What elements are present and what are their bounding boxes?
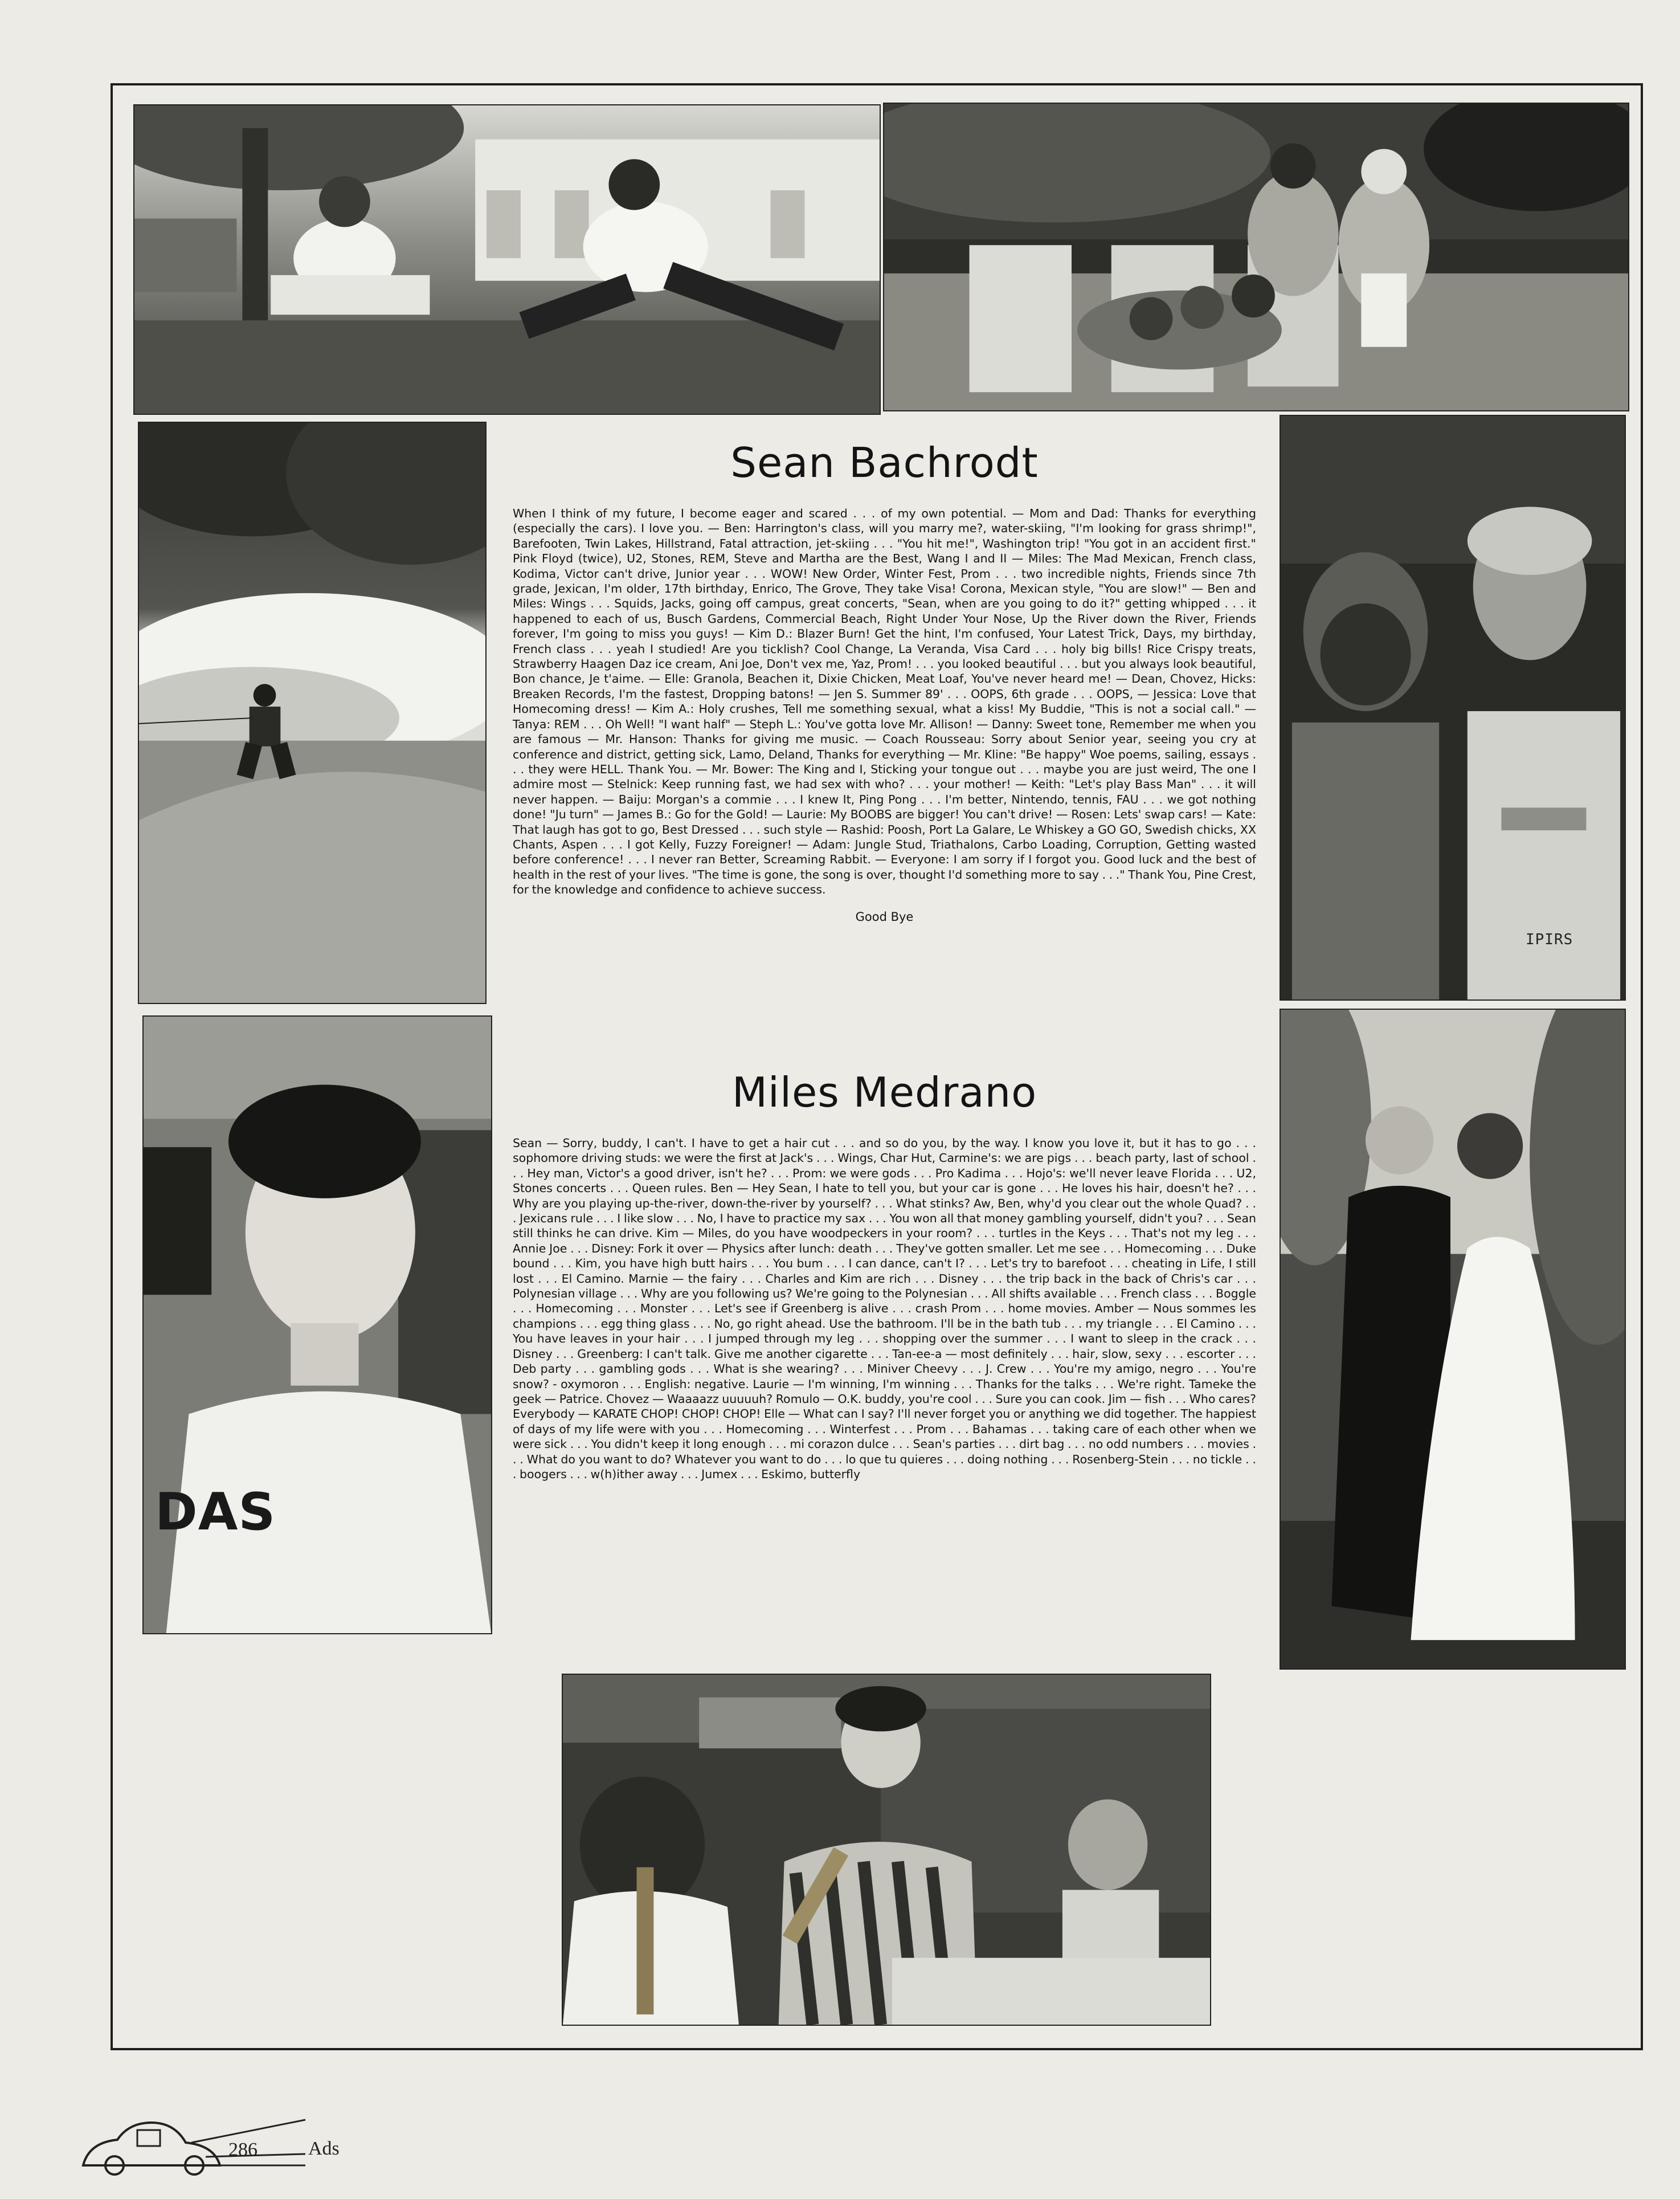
- miles-section: [513, 1068, 1256, 1638]
- car-icon: [77, 2108, 317, 2177]
- photo-prom-couple: [1280, 1009, 1626, 1670]
- sean-bio-text: When I think of my future, I become eager and scared . . . of my own potential. — Mom and Dad: Thanks for everything (especially the cars). I love you. — Ben: Harrington's class, will you marry me?, water-skiing, "I'm looking for grass shrimp!", Barefooten, Twin Lakes, Hillstrand, Fatal attraction, jet-skiing . . . "You hit me!", Washington trip! "You got in an accident first." Pink Floyd (twice), U2, Stones, REM, Steve and Martha are the Best, Wang I and II — Miles: The Mad Mexican, French class, Kodima, Victor can't drive, Junior year . . . WOW! New Order, Winter Fest, Prom . . . two incredible nights, Friends since 7th grade, Jexican, I'm older, 17th birthday, Enrico, The Grove, They take Visa! Corona, Mexican style, "You are slow!" — Ben and Miles: Wings . . . Squids, Jacks, going off campus, great concerts, "Sean, when are you going to do it?" getting whipped . . . it happened to each of us, Busch Gardens, Commercial Beach, Right Under Your Nose, Up the River down the River, Friends forever, I'm going to miss you guys! — Kim D.: Blazer Burn! Get the hint, I'm confused, Your Latest Trick, Days, my birthday, French class . . . yeah I studied! Are you ticklish? Cool Change, La Veranda, Visa Card . . . holy big bills! Rice Crispy treats, Strawberry Haagen Daz ice cream, Ani Joe, Don't vex me, Yaz, Prom! . . . you looked beautiful . . . but you always look beautiful, Bon chance, Je t'aime. — Elle: Granola, Beachen it, Dixie Chicken, Meat Loaf, You've never heard me! — Dean, Chovez, Hicks: Breaken Records, I'm the fastest, Dropping batons! — Jen S. Summer 89' . . . OOPS, 6th grade . . . OOPS, — Jessica: Love that Homecoming dress! — Kim A.: Holy crushes, Tell me something sexual, what a kiss! My Buddie, "This is not a social call." — Tanya: REM . . . Oh Well! "I want half" — Steph L.: You've gotta love Mr. Allison! — Danny: Sweet tone, Remember me when you are famous — Mr. Hanson: Thanks for giving me music. — Coach Rousseau: Sorry about Senior year, seeing you cry at conference and district, getting sick, Lamo, Deland, Thanks for everything — Mr. Kline: "Be happy" Woe poems, sailing, essays . . . they were HELL. Thank You. — Mr. Bower: The King and I, Sticking your tongue out . . . maybe you are just weird, The one I admire most — Stelnick: Keep running fast, we had sex with who? . . . your mother! — Keith: "Let's play Bass Man" . . . it will never happen. — Baiju: Morgan's a commie . . . I knew It, Ping Pong . . . I'm better, Nintendo, tennis, FAU . . . we got nothing done! "Ju turn" — James B.: Go for the Gold! — Laurie: My BOOBS are bigger! You can't drive! — Rosen: Lets' swap cars! — Kate: That laugh has got to go, Best Dressed . . . such style — Rashid: Poosh, Port La Galare, Le Whiskey a GO GO, Swedish chicks, XX Chants, Aspen . . . I got Kelly, Fuzzy Foreigner! — Adam: Jungle Stud, Triathalons, Carbo Loading, Corruption, Getting wasted before conference! . . . I never ran Better, Screaming Rabbit. — Everyone: I am sorry if I forgot you. Good luck and the best of health in the rest of your lives. "The time is gone, the song is over, thought I'd something more to say . . ." Thank You, Pine Crest, for the knowledge and confidence to achieve success.: [513, 507, 1256, 897]
- photo-jumping: [133, 104, 881, 415]
- photo-smiling-boy: [142, 1015, 492, 1634]
- photo-poolside: [883, 103, 1629, 411]
- sean-name-heading: Sean Bachrodt: [730, 439, 1039, 487]
- shirt-text: DAS: [155, 1482, 276, 1542]
- miles-name-heading: Miles Medrano: [731, 1068, 1037, 1116]
- section-label: Ads: [308, 2138, 340, 2159]
- sean-section: [513, 439, 1256, 1037]
- photo-two-men: [1280, 415, 1626, 1001]
- tank-top-text: IPIRS: [1526, 931, 1573, 948]
- photo-band: [562, 1674, 1211, 2026]
- page-number: 286: [228, 2139, 257, 2160]
- miles-bio-text: Sean — Sorry, buddy, I can't. I have to get a hair cut . . . and so do you, by the way. I know you love it, but it has to go . . . sophomore driving studs: we were the first at Jack's . . . Wings, Char Hut, Carmine's: we are pigs . . . beach party, last of school . . . Hey man, Victor's a good driver, isn't he? . . . Prom: we were gods . . . Pro Kadima . . . Hojo's: we'll never leave Florida . . . U2, Stones concerts . . . Queen rules. Ben — Hey Sean, I hate to tell you, but your car is gone . . . He loves his hair, doesn't he? . . . Why are you playing up-the-river, down-the-river by yourself? . . . What stinks? Aw, Ben, why'd you clear out the whole Quad? . . . Jexicans rule . . . I like slow . . . No, I have to practice my sax . . . You won all that money gambling yourself, didn't you? . . . Sean still thinks he can drive. Kim — Miles, do you have woodpeckers in your room? . . . turtles in the Keys . . . That's not my leg . . . Annie Joe . . . Disney: Fork it over — Physics after lunch: death . . . They've gotten smaller. Let me see . . . Homecoming . . . Duke bound . . . Kim, you have high butt hairs . . . You bum . . . I can dance, can't I? . . . Let's try to barefoot . . . cheating in Life, I still lost . . . El Camino. Marnie — the fairy . . . Charles and Kim are rich . . . Disney . . . the trip back in the back of Chris's car . . . Polynesian village . . . Why are you following us? We're going to the Polynesian . . . All shifts available . . . French class . . . Boggle . . . Homecoming . . . Monster . . . Let's see if Greenberg is alive . . . crash Prom . . . home movies. Amber — Nous sommes les champions . . . egg thing glass . . . No, go right ahead. Use the bathroom. I'll be in the bath tub . . . my triangle . . . El Camino . . . You have leaves in your hair . . . I jumped through my leg . . . shopping over the summer . . . I want to sleep in the crack . . . Disney . . . Greenberg: I can't talk. Give me another cigarette . . . Tan-ee-a — most definitely . . . hair, slow, sexy . . . escorter . . . Deb party . . . gambling gods . . . What is she wearing? . . . Miniver Cheevy . . . J. Crew . . . You're my amigo, negro . . . You're snow? - oxymoron . . . English: negative. Laurie — I'm winning, I'm winning . . . Thanks for the talks . . . We're right. Tameke the geek — Patrice. Chovez — Waaaazz uuuuuh? Romulo — O.K. buddy, you're cool . . . Sure you can cook. Jim — fish . . . Who cares? Everybody — KARATE CHOP! CHOP! CHOP! Elle — What can I say? I'll never forget you or anything we did together. The happiest of days of my life were with you . . . Homecoming . . . Winterfest . . . Prom . . . Bahamas . . . taking care of each other when we were sick . . . You didn't keep it long enough . . . mi corazon dulce . . . Sean's parties . . . dirt bag . . . no odd numbers . . . movies . . . What do you want to do? Whatever you want to do . . . lo que tu quieres . . . doing nothing . . . Rosenberg-Stein . . . no tickle . . . boogers . . . w(h)ither away . . . Jumex . . . Eskimo, butterfly: [513, 1136, 1256, 1481]
- page-footer: [77, 2108, 419, 2177]
- photo-waterski: [138, 422, 487, 1004]
- sean-signoff: Good Bye: [855, 909, 914, 924]
